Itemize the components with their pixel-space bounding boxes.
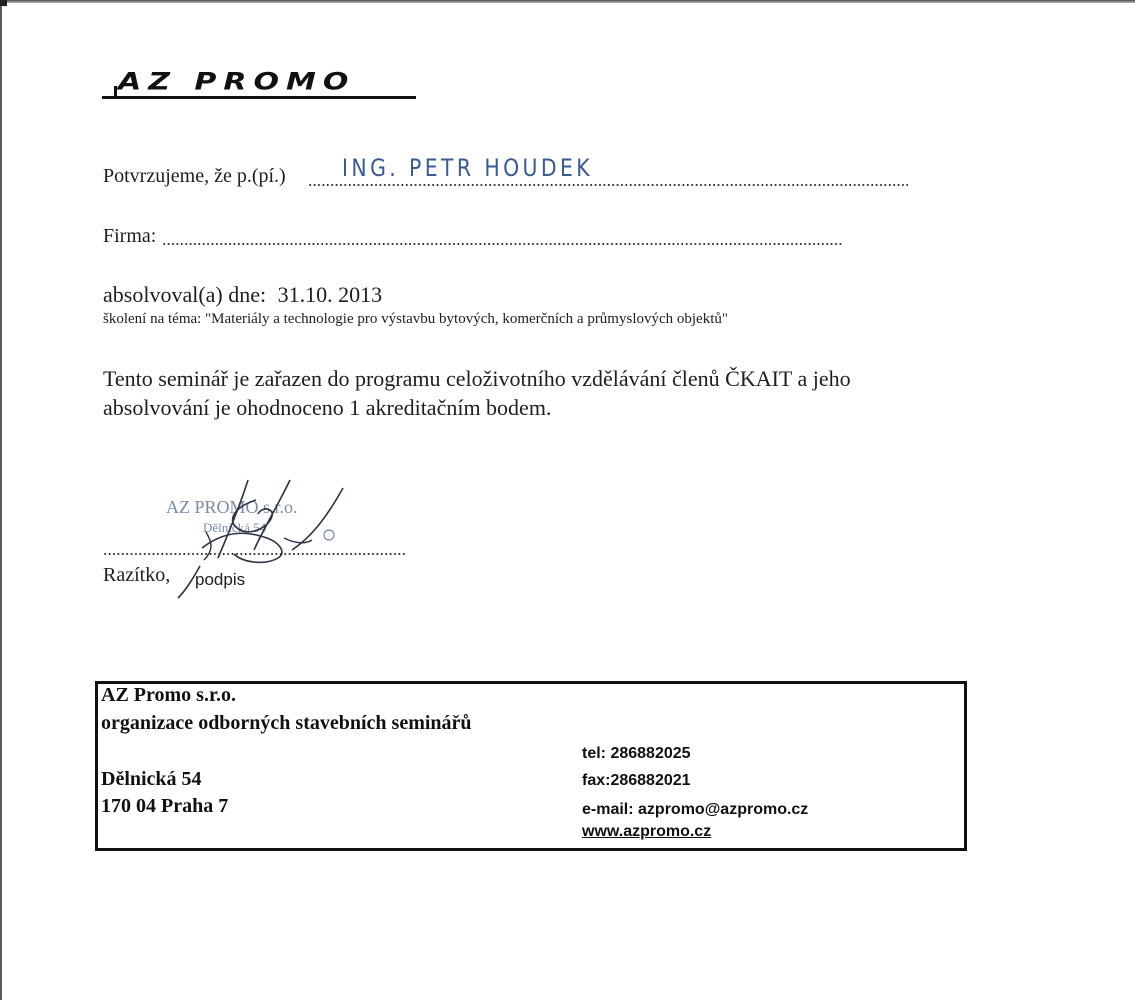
- contact-web-link[interactable]: www.azpromo.cz: [582, 823, 712, 840]
- name-dotted-line: [308, 184, 908, 186]
- scan-edge-top: [0, 0, 1135, 3]
- contact-box: [95, 681, 967, 851]
- company-label: Firma:: [103, 225, 157, 247]
- completed-label: absolvoval(a) dne:: [103, 282, 267, 307]
- contact-street: Dělnická 54: [101, 768, 202, 790]
- statement-line-2: absolvování je ohodnoceno 1 akreditačním bodem.: [103, 395, 552, 420]
- stamp-street: Dělnická 54: [203, 520, 267, 535]
- contact-email: e-mail: azpromo@azpromo.cz: [582, 801, 809, 818]
- company-logo: AZ PROMO: [118, 68, 356, 96]
- scan-corner-mark: [0, 0, 7, 6]
- completed-date: 31.10. 2013: [277, 282, 383, 307]
- logo-underline: [102, 96, 416, 99]
- statement-line-1: Tento seminář je zařazen do programu celoživotního vzdělávání členů ČKAIT a jeho: [103, 366, 851, 391]
- seminar-topic: školení na téma: "Materiály a technologie pro výstavbu bytových, komerčních a průmyslových objektů": [103, 311, 729, 327]
- company-dotted-line: [162, 243, 842, 245]
- stamp-label: Razítko,: [103, 564, 171, 586]
- handwritten-signature: [160, 470, 360, 605]
- confirm-label: Potvrzujeme, že p.(pí.): [103, 165, 286, 187]
- contact-fax: fax:286882021: [582, 772, 691, 789]
- stamp-company-name: AZ PROMO s.r.o.: [166, 497, 298, 517]
- contact-company: AZ Promo s.r.o.: [101, 684, 236, 706]
- signature-label: podpis: [195, 570, 246, 589]
- participant-name: ING. PETR HOUDEK: [342, 154, 594, 182]
- contact-tel: tel: 286882025: [582, 745, 691, 762]
- completed-row: [103, 280, 382, 309]
- contact-description: organizace odborných stavebních seminářů: [101, 712, 472, 734]
- contact-city: 170 04 Praha 7: [101, 795, 229, 817]
- scan-edge-left: [0, 0, 2, 1000]
